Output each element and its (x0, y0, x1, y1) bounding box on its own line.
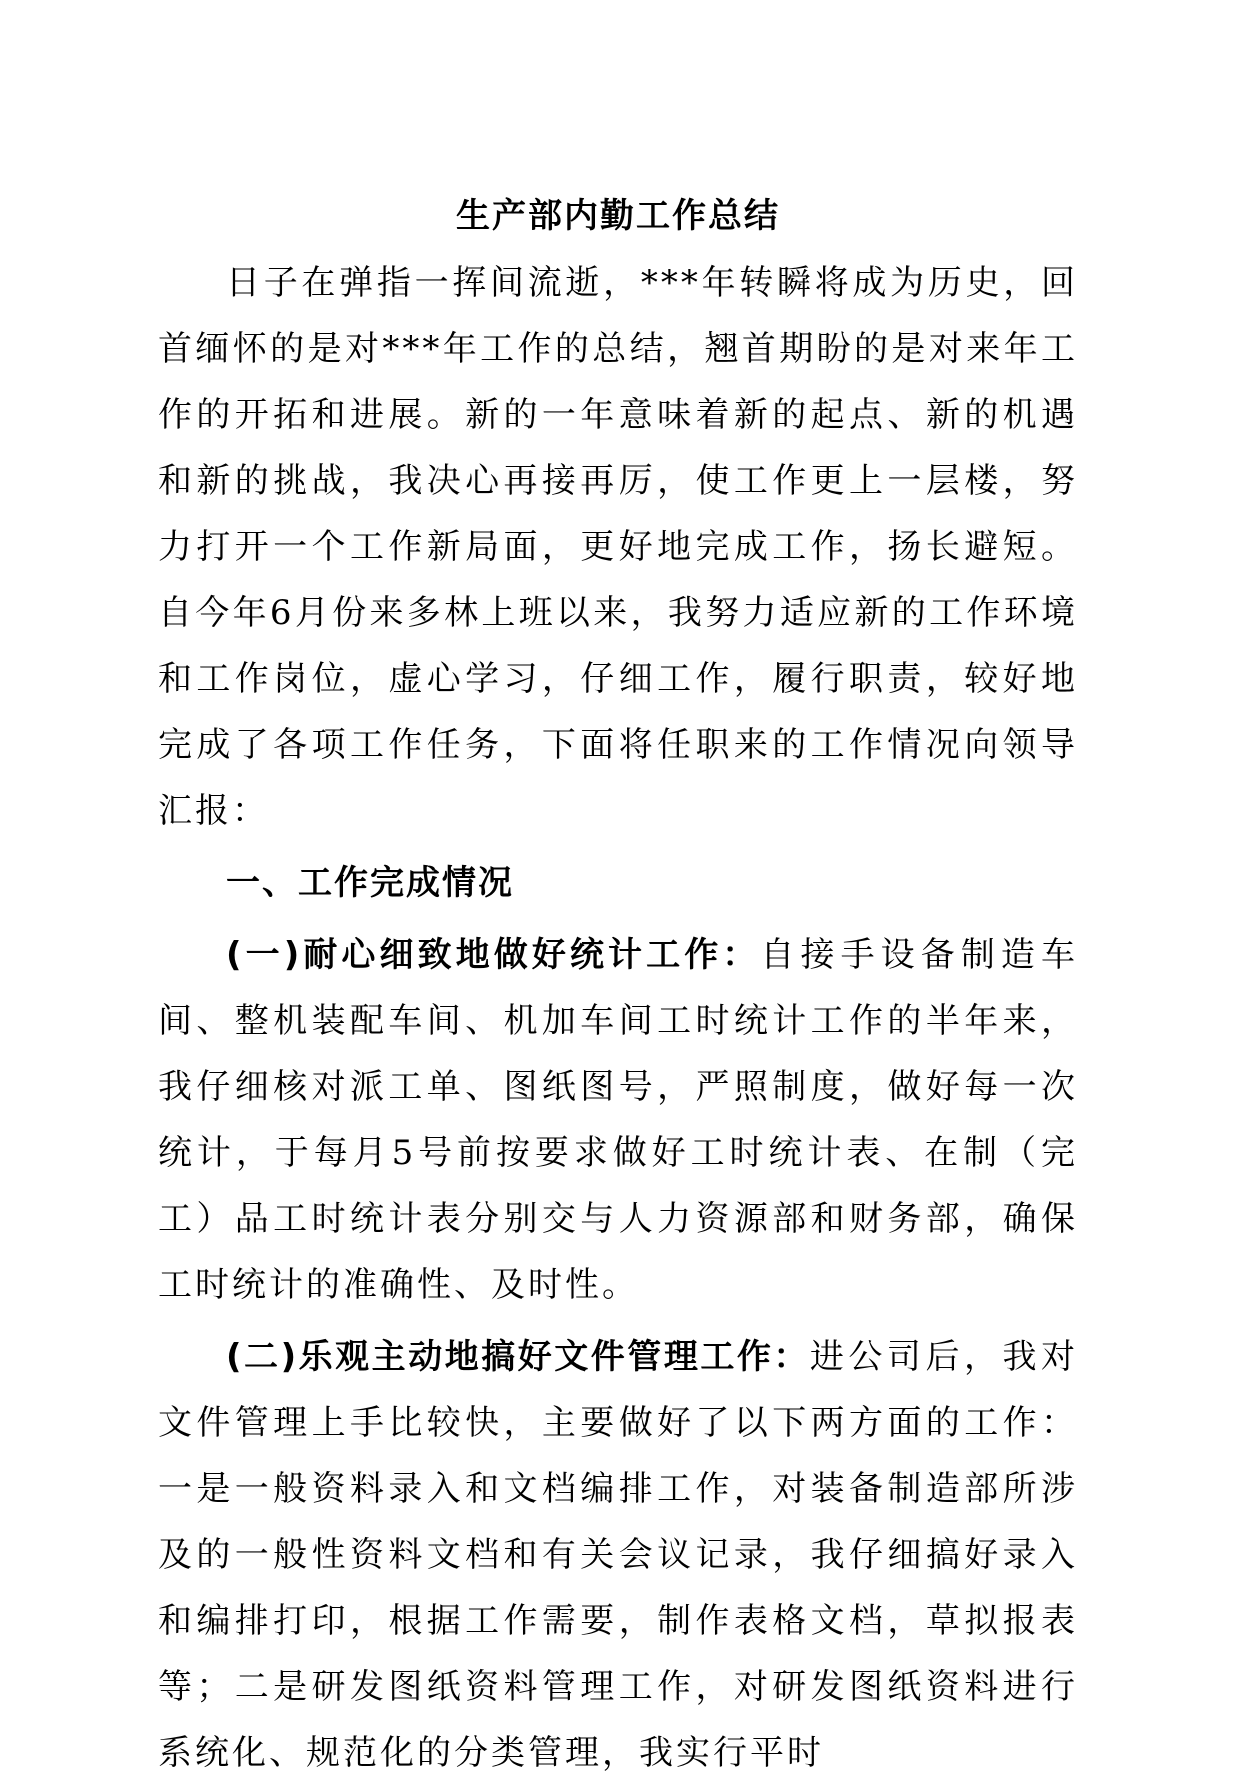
document-body (158, 190, 1078, 1786)
item-file-management-lead: (二)乐观主动地搞好文件管理工作： (226, 1337, 810, 1377)
document-title: 生产部内勤工作总结 (456, 196, 780, 236)
item-file-management-body: 进公司后，我对文件管理上手比较快，主要做好了以下两方面的工作：一是一般资料录入和文档编排工作，对装备制造部所涉及的一般性资料文档和有关会议记录，我仔细搞好录入和编排打印，根据工作需要，制作表格文档，草拟报表等；二是研发图纸资料管理工作，对研发图纸资料进行系统化、规范化的分类管理，我实行平时 (158, 1337, 1079, 1773)
item-file-management-paragraph (158, 1324, 1078, 1786)
intro-paragraph: 日子在弹指一挥间流逝，***年转瞬将成为历史，回首缅怀的是对***年工作的总结，翘首期盼的是对来年工作的开拓和进展。新的一年意味着新的起点、新的机遇和新的挑战，我决心再接再厉，使工作更上一层楼，努力打开一个工作新局面，更好地完成工作，扬长避短。自今年6月份来多林上班以来，我努力适应新的工作环境和工作岗位，虚心学习，仔细工作，履行职责，较好地完成了各项工作任务，下面将任职来的工作情况向领导汇报： (158, 263, 1078, 831)
item-statistics-paragraph (158, 922, 1078, 1318)
item-statistics-lead: (一)耐心细致地做好统计工作： (226, 935, 761, 975)
item-statistics-body: 自接手设备制造车间、整机装配车间、机加车间工时统计工作的半年来，我仔细核对派工单、图纸图号，严照制度，做好每一次统计，于每月5号前按要求做好工时统计表、在制（完工）品工时统计表分别交与人力资源部和财务部，确保工时统计的准确性、及时性。 (158, 935, 1079, 1305)
section-heading-work-completion: 一、工作完成情况 (226, 863, 514, 903)
